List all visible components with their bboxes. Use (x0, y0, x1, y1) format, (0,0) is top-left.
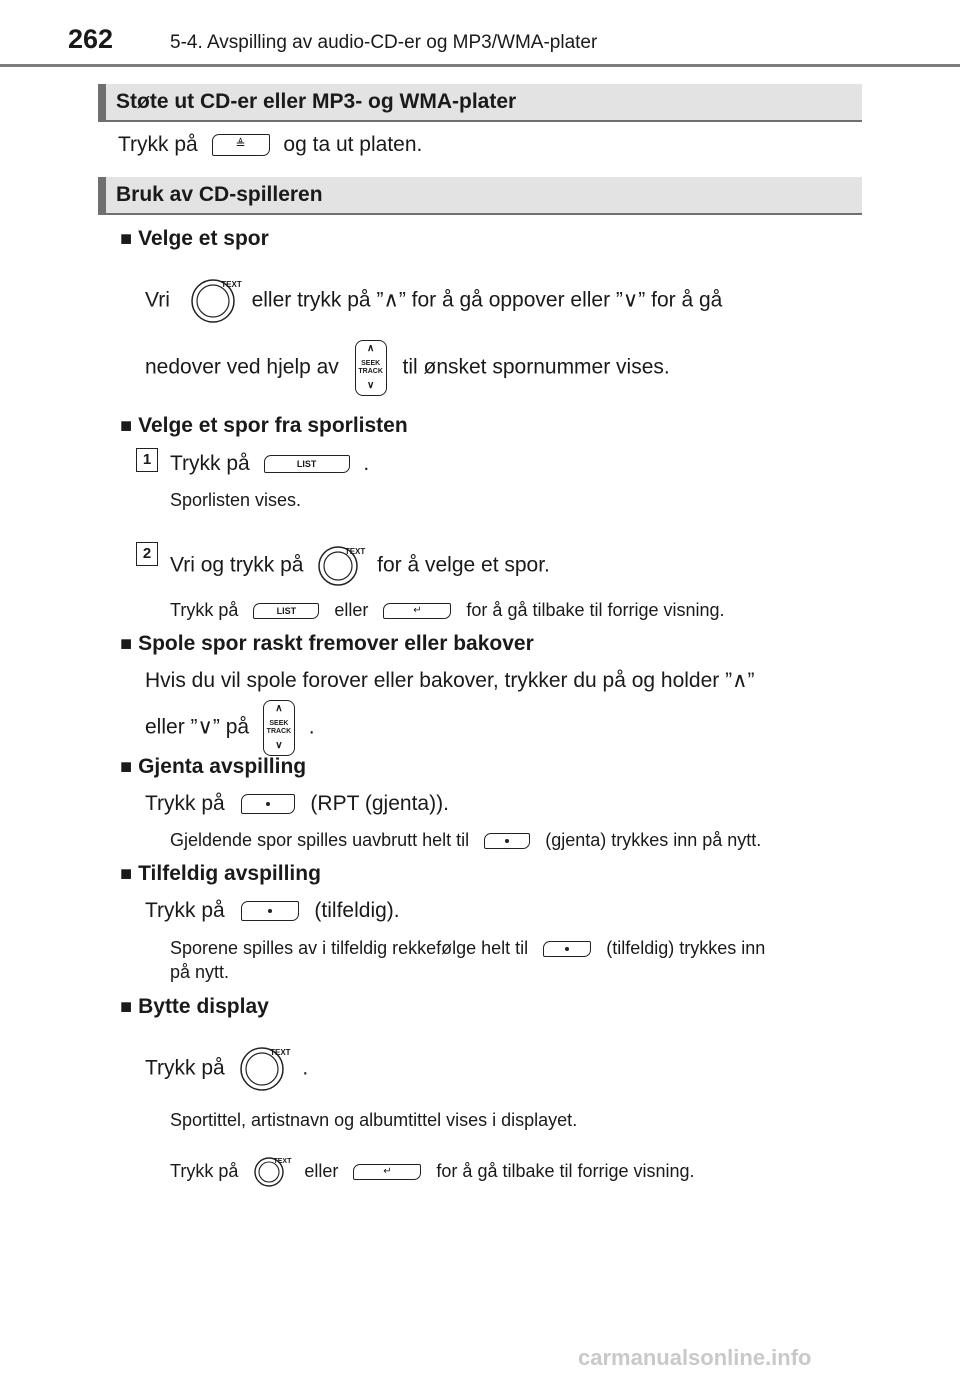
list-button-icon: LIST (264, 455, 350, 473)
seek-track-button-icon: ∧ SEEK TRACK ∨ (355, 340, 387, 396)
select-track-line1: Vri TEXT eller trykk på ”∧” for å gå oppover eller ”∨” for å gå (145, 278, 722, 324)
display-note2: Trykk på TEXT eller ↵ for å gå tilbake til forrige visning. (170, 1156, 695, 1188)
step-1-badge: 1 (136, 448, 158, 472)
tune-knob-icon: TEXT (317, 545, 359, 587)
subheading-display: ■ Bytte display (120, 995, 269, 1018)
section-eject-heading: Støte ut CD-er eller MP3- og WMA-plater (98, 84, 862, 122)
tune-knob-icon: TEXT (239, 1046, 285, 1092)
list-button-icon: LIST (253, 603, 319, 619)
random-note-line1: Sporene spilles av i tilfeldig rekkefølge helt til (tilfeldig) trykkes inn (170, 938, 766, 958)
track-list-note: Trykk på LIST eller ↵ for å gå tilbake til forrige visning. (170, 600, 725, 620)
random-note-line2: på nytt. (170, 962, 230, 982)
repeat-line1: Trykk på (RPT (gjenta)). (145, 792, 449, 815)
back-button-icon: ↵ (353, 1164, 421, 1180)
track-list-step1-note: Sporlisten vises. (170, 490, 302, 510)
rpt-button-icon (484, 833, 530, 849)
subheading-repeat: ■ Gjenta avspilling (120, 755, 307, 778)
random-button-icon (241, 901, 299, 921)
subheading-fast-seek: ■ Spole spor raskt fremover eller bakover (120, 632, 534, 655)
chapter-title: 5-4. Avspilling av audio-CD-er og MP3/WMA-plater (170, 32, 598, 53)
repeat-note: Gjeldende spor spilles uavbrutt helt til (gjenta) trykkes inn på nytt. (170, 830, 762, 850)
back-button-icon: ↵ (383, 603, 451, 619)
rpt-button-icon (241, 794, 295, 814)
seek-track-button-icon: ∧ SEEK TRACK ∨ (263, 700, 295, 756)
display-note1: Sportittel, artistnavn og albumtittel vises i displayet. (170, 1110, 578, 1130)
subheading-track-list: ■ Velge et spor fra sporlisten (120, 414, 408, 437)
fast-seek-line1: Hvis du vil spole forover eller bakover, trykker du på og holder ”∧” (145, 669, 755, 692)
watermark: carmanualsonline.info (578, 1345, 812, 1370)
display-line1: Trykk på TEXT . (145, 1046, 308, 1092)
eject-instruction: Trykk på ≜ og ta ut platen. (118, 133, 423, 156)
subheading-select-track: ■ Velge et spor (120, 227, 269, 250)
header-divider (0, 64, 960, 67)
select-track-line2: nedover ved hjelp av ∧ SEEK TRACK ∨ til ønsket spornummer vises. (145, 340, 670, 396)
subheading-random: ■ Tilfeldig avspilling (120, 862, 321, 885)
random-line1: Trykk på (tilfeldig). (145, 899, 400, 922)
section-player-heading: Bruk av CD-spilleren (98, 177, 862, 215)
eject-button-icon: ≜ (212, 134, 270, 156)
page-number: 262 (68, 24, 114, 54)
track-list-step1: Trykk på LIST . (170, 452, 370, 475)
track-list-step2: Vri og trykk på TEXT for å velge et spor. (170, 545, 550, 587)
tune-knob-icon: TEXT (190, 278, 236, 324)
random-button-icon (543, 941, 591, 957)
tune-knob-icon: TEXT (253, 1156, 285, 1188)
step-2-badge: 2 (136, 542, 158, 566)
fast-seek-line2: eller ”∨” på ∧ SEEK TRACK ∨ . (145, 700, 315, 756)
